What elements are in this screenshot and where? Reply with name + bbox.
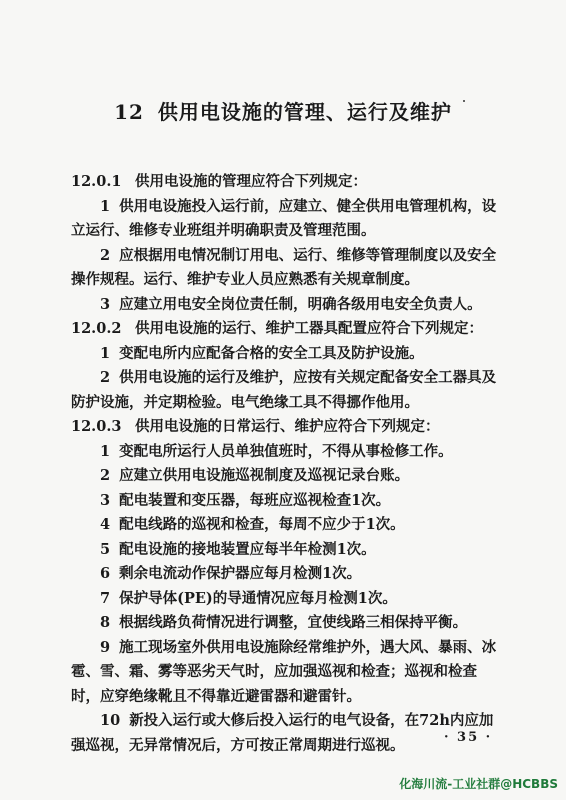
item-number: 1 bbox=[100, 197, 111, 215]
item-text: 配电线路的巡视和检查，每周不应少于1次。 bbox=[119, 516, 405, 533]
item-number: 1 bbox=[100, 344, 111, 362]
list-item bbox=[71, 366, 501, 415]
list-item bbox=[71, 538, 501, 563]
item-number: 10 bbox=[100, 712, 121, 729]
list-item bbox=[71, 709, 501, 758]
list-item bbox=[71, 636, 501, 710]
list-item bbox=[71, 440, 501, 465]
clauses-body bbox=[71, 170, 501, 758]
list-item bbox=[71, 513, 501, 538]
list-item bbox=[71, 244, 501, 293]
chapter-title-text: 供用电设施的管理、运行及维护 bbox=[157, 100, 452, 124]
item-number: 2 bbox=[100, 246, 111, 264]
clause-text: 供用电设施的运行、维护工器具配置应符合下列规定： bbox=[135, 320, 483, 337]
list-item bbox=[71, 342, 501, 367]
clause-number: 12.0.3 bbox=[71, 418, 122, 435]
item-text: 配电装置和变压器，每班应巡视检查1次。 bbox=[119, 491, 391, 509]
list-item bbox=[71, 195, 501, 244]
clause-text: 供用电设施的日常运行、维护应符合下列规定： bbox=[135, 418, 440, 435]
item-number: 3 bbox=[100, 295, 111, 313]
item-number: 7 bbox=[100, 589, 111, 607]
item-text: 应建立用电安全岗位责任制，明确各级用电安全负责人。 bbox=[119, 295, 482, 313]
clause-text: 供用电设施的管理应符合下列规定： bbox=[135, 173, 367, 190]
item-text: 配电设施的接地装置应每半年检测1次。 bbox=[119, 540, 376, 558]
item-text: 供用电设施投入运行前，应建立、健全供用电管理机构，设立运行、维修专业班组并明确职责及管理范围。 bbox=[71, 197, 497, 239]
clause-heading bbox=[71, 170, 501, 195]
item-number: 5 bbox=[100, 540, 111, 558]
item-number: 8 bbox=[100, 614, 111, 631]
item-number: 1 bbox=[100, 442, 111, 460]
clause-heading bbox=[71, 317, 501, 342]
item-number: 9 bbox=[100, 638, 111, 656]
item-text: 新投入运行或大修后投入运行的电气设备，在72h内应加强巡视，无异常情况后，方可按正常周期进行巡视。 bbox=[71, 712, 494, 754]
item-number: 2 bbox=[100, 467, 111, 484]
item-number: 2 bbox=[100, 369, 111, 386]
item-number: 6 bbox=[100, 565, 111, 582]
item-text: 供用电设施的运行及维护，应按有关规定配备安全工器具及防护设施，并定期检验。电气绝缘工具不得挪作他用。 bbox=[71, 369, 497, 411]
list-item bbox=[71, 587, 501, 612]
item-text: 剩余电流动作保护器应每月检测1次。 bbox=[119, 565, 362, 582]
item-text: 应建立供用电设施巡视制度及巡视记录台账。 bbox=[119, 467, 410, 484]
page-number: · 35 · bbox=[444, 730, 493, 745]
list-item bbox=[71, 611, 501, 636]
item-text: 施工现场室外供用电设施除经常维护外，遇大风、暴雨、冰雹、雪、霜、雾等恶劣天气时，应加强巡视和检查；巡视和检查时，应穿绝缘靴且不得靠近避雷器和避雷针。 bbox=[71, 638, 497, 705]
list-item bbox=[71, 562, 501, 587]
item-text: 保护导体(PE)的导通情况应每月检测1次。 bbox=[119, 589, 397, 607]
item-text: 根据线路负荷情况进行调整，宜使线路三相保持平衡。 bbox=[119, 614, 468, 631]
item-text: 变配电所运行人员单独值班时，不得从事检修工作。 bbox=[119, 442, 453, 460]
item-text: 应根据用电情况制订用电、运行、维修等管理制度以及安全操作规程。运行、维护专业人员应熟悉有关规章制度。 bbox=[71, 246, 497, 288]
chapter-title bbox=[0, 96, 566, 125]
watermark: 化海川流-工业社群@HCBBS bbox=[399, 777, 558, 791]
item-number: 4 bbox=[100, 516, 111, 533]
item-text: 变配电所内应配备合格的安全工具及防护设施。 bbox=[119, 344, 424, 362]
list-item bbox=[71, 293, 501, 318]
list-item bbox=[71, 489, 501, 514]
list-item bbox=[71, 464, 501, 489]
clause-heading bbox=[71, 415, 501, 440]
clause-number: 12.0.2 bbox=[71, 320, 122, 337]
chapter-number: 12 bbox=[114, 100, 144, 124]
clause-number: 12.0.1 bbox=[71, 173, 122, 190]
item-number: 3 bbox=[100, 491, 111, 509]
